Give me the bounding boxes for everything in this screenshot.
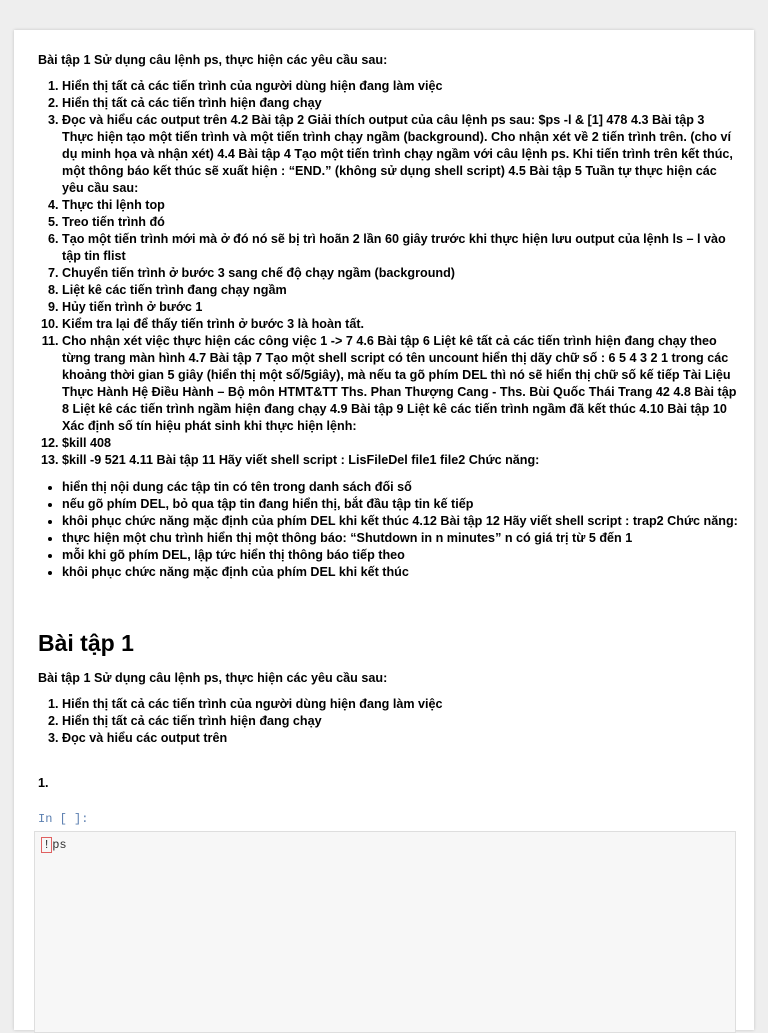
cell-prompt: In [ ]: (38, 812, 89, 826)
bullet-item: • khôi phục chức năng mặc định của phím DEL khi kết thúc 4.12 Bài tập 12 Hãy viết shell script : trap2 Chức năng: (62, 513, 738, 530)
list-item: 13. $kill -9 521 4.11 Bài tập 11 Hãy viết shell script : LisFileDel file1 file2 Chức năng: (62, 452, 738, 469)
bullet-item: • mỗi khi gõ phím DEL, lập tức hiển thị thông báo tiếp theo (62, 547, 738, 564)
list-item: 2. Hiển thị tất cả các tiến trình hiện đang chạy (62, 95, 738, 112)
markdown-cell-exercises[interactable] (38, 52, 738, 581)
code-cell-input[interactable] (34, 831, 736, 1033)
bullet-item: • hiển thị nội dung các tập tin có tên trong danh sách đối số (62, 479, 738, 496)
list-item: 4. Thực thi lệnh top (62, 197, 738, 214)
list-item: 3. Đọc và hiểu các output trên (62, 730, 738, 747)
text-cursor: ! (43, 838, 51, 852)
subsection-number: 1. (38, 776, 49, 790)
list-item: 9. Hủy tiến trình ở bước 1 (62, 299, 738, 316)
list-item: 8. Liệt kê các tiến trình đang chạy ngầm (62, 282, 738, 299)
code-text: ps (52, 838, 67, 852)
exercise-1-list (38, 696, 738, 747)
bullet-item: • thực hiện một chu trình hiển thị một thông báo: “Shutdown in n minutes” n có giá trị từ 5 đến 1 (62, 530, 738, 547)
list-item: 12. $kill 408 (62, 435, 738, 452)
bullet-list (38, 479, 738, 581)
bullet-item: • nếu gõ phím DEL, bỏ qua tập tin đang hiển thị, bắt đầu tập tin kế tiếp (62, 496, 738, 513)
list-item: 10. Kiểm tra lại để thấy tiến trình ở bước 3 là hoàn tất. (62, 316, 738, 333)
section-heading: Bài tập 1 (38, 630, 134, 656)
code-line (41, 838, 67, 852)
list-item: 3. Đọc và hiểu các output trên 4.2 Bài tập 2 Giải thích output của câu lệnh ps sau: $ps -l & [1] 478 4.3 Bài tập 3 Thực hiện tạo một tiến trình và một tiến trình chạy ngầm (background). Cho nhận xét về 2 tiến trình trên. (cho ví dụ minh họa và nhận xét) 4.4 Bài tập 4 Tạo một tiến trình chạy ngầm với câu lệnh ps. Khi tiến trình trên kết thúc, một thông báo kết thúc sẽ xuất hiện : “END.” (không sử dụng shell script) 4.5 Bài tập 5 Tuần tự thực hiện các yêu cầu sau: (62, 112, 738, 197)
markdown-cell-exercise-1[interactable] (38, 670, 738, 747)
notebook-page (14, 30, 754, 1030)
list-item: 11. Cho nhận xét việc thực hiện các công việc 1 -> 7 4.6 Bài tập 6 Liệt kê tất cả các tiến trình hiện đang chạy theo từng trang màn hình 4.7 Bài tập 7 Tạo một shell script có tên uncount hiển thị dãy chữ số : 6 5 4 3 2 1 trong các khoảng thời gian 5 giây (hiển thị một số/5giây), mà nếu ta gõ phím DEL thì nó sẽ hiển thị chữ số kế tiếp Tài Liệu Thực Hành Hệ Điều Hành – Bộ môn HTMT&TT Ths. Phan Thượng Cang - Ths. Bùi Quốc Thái Trang 42 4.8 Bài tập 8 Liệt kê các tiến trình ngầm hiện đang chạy 4.9 Bài tập 9 Liệt kê các tiến trình ngầm đã kết thúc 4.10 Bài tập 10 Xác định số tín hiệu phát sinh khi thực hiện lệnh: (62, 333, 738, 435)
bullet-item: • khôi phục chức năng mặc định của phím DEL khi kết thúc (62, 564, 738, 581)
list-item: 7. Chuyển tiến trình ở bước 3 sang chế độ chạy ngầm (background) (62, 265, 738, 282)
exercise-1-intro: Bài tập 1 Sử dụng câu lệnh ps, thực hiện các yêu cầu sau: (38, 671, 388, 685)
list-item: 1. Hiển thị tất cả các tiến trình của người dùng hiện đang làm việc (62, 78, 738, 95)
list-item: 6. Tạo một tiến trình mới mà ở đó nó sẽ bị trì hoãn 2 lần 60 giây trước khi thực hiện lưu output của lệnh ls – l vào tập tin flist (62, 231, 738, 265)
exercise-intro: Bài tập 1 Sử dụng câu lệnh ps, thực hiện các yêu cầu sau: (38, 53, 388, 67)
list-item: 5. Treo tiến trình đó (62, 214, 738, 231)
list-item: 2. Hiển thị tất cả các tiến trình hiện đang chạy (62, 713, 738, 730)
list-item: 1. Hiển thị tất cả các tiến trình của người dùng hiện đang làm việc (62, 696, 738, 713)
exercise-list (38, 78, 738, 469)
